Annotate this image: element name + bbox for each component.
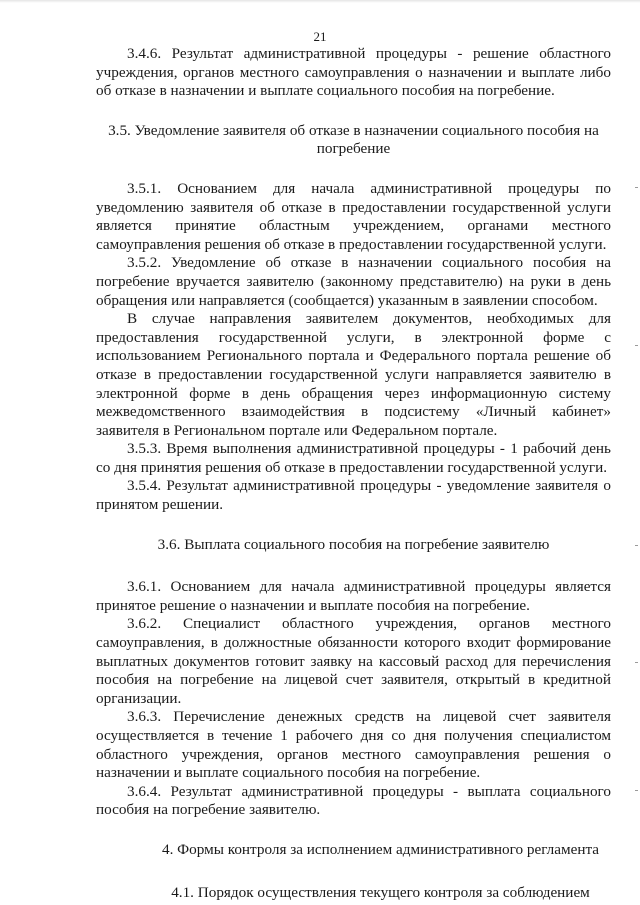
paragraph-3-6-3: 3.6.3. Перечисление денежных средств на лицевой счет заявителя осуществляется в течение 1 рабочего дня со дня получения специалистом областного учреждения, органов местного самоуправления решения о назначении и выплате социального пособия на погребение. — [96, 708, 611, 782]
section-heading-4-1: 4.1. Порядок осуществления текущего контроля за соблюдением — [171, 883, 590, 901]
paragraph-3-6-2: 3.6.2. Специалист областного учреждения, органов местного самоуправления, в должностные обязанности которого входит формирование выплатных документов готовит заявку на кассовый расход для перечисления пособия на погребение на лицевой счет заявителя, открытый в кредитной организации. — [96, 615, 611, 707]
page-number: 21 — [313, 29, 327, 44]
document-body — [96, 45, 611, 902]
scan-edge-mark — [635, 662, 638, 663]
section-heading-3-5: 3.5. Уведомление заявителя об отказе в назначении социального пособия на погребение — [108, 121, 599, 158]
section-heading-3-6: 3.6. Выплата социального пособия на погребение заявителю — [157, 535, 550, 553]
paragraph-3-5-2-cont: В случае направления заявителем документов, необходимых для предоставления государственной услуги, в электронной форме с использованием Регионального портала и Федерального портала решение об отказе в предоставлении государственной услуги направляется заявителю в электронной форме в день обращения через информационную систему межведомственного взаимодействия в подсистему «Личный кабинет» заявителя в Региональном портале или Федеральном портале. — [96, 310, 611, 439]
paragraph-3-6-4: 3.6.4. Результат административной процедуры - выплата социального пособия на погребение заявителю. — [96, 782, 611, 819]
paragraph-3-5-3: 3.5.3. Время выполнения административной процедуры - 1 рабочий день со дня принятия решения об отказе в предоставлении государственной услуги. — [96, 440, 611, 476]
paragraph-3-4-6: 3.4.6. Результат административной процедуры - решение областного учреждения, органов местного самоуправления о назначении и выплате либо об отказе в назначении и выплате социального пособия на погребение. — [96, 45, 611, 100]
scan-top-edge — [0, 0, 640, 3]
paragraph-3-5-1: 3.5.1. Основанием для начала административной процедуры по уведомлению заявителя об отказе в предоставлении государственной услуги является принятие областным учреждением, органами местного самоуправления решения об отказе в предоставлении государственной услуги. — [96, 179, 611, 253]
scan-edge-mark — [635, 345, 638, 346]
scan-edge-mark — [635, 187, 638, 188]
section-heading-4: 4. Формы контроля за исполнением административного регламента — [161, 840, 600, 858]
paragraph-3-5-4: 3.5.4. Результат административной процедуры - уведомление заявителя о принятом решении. — [96, 477, 611, 514]
paragraph-3-5-2: 3.5.2. Уведомление об отказе в назначении социального пособия на погребение вручается заявителю (законному представителю) на руки в день обращения или направляется (сообщается) указанным в заявлении способом. — [96, 254, 611, 309]
scan-edge-mark — [635, 545, 638, 546]
paragraph-3-6-1: 3.6.1. Основанием для начала административной процедуры является принятое решение о назначении и выплате пособия на погребение. — [96, 578, 611, 614]
scan-edge-mark — [635, 790, 638, 791]
